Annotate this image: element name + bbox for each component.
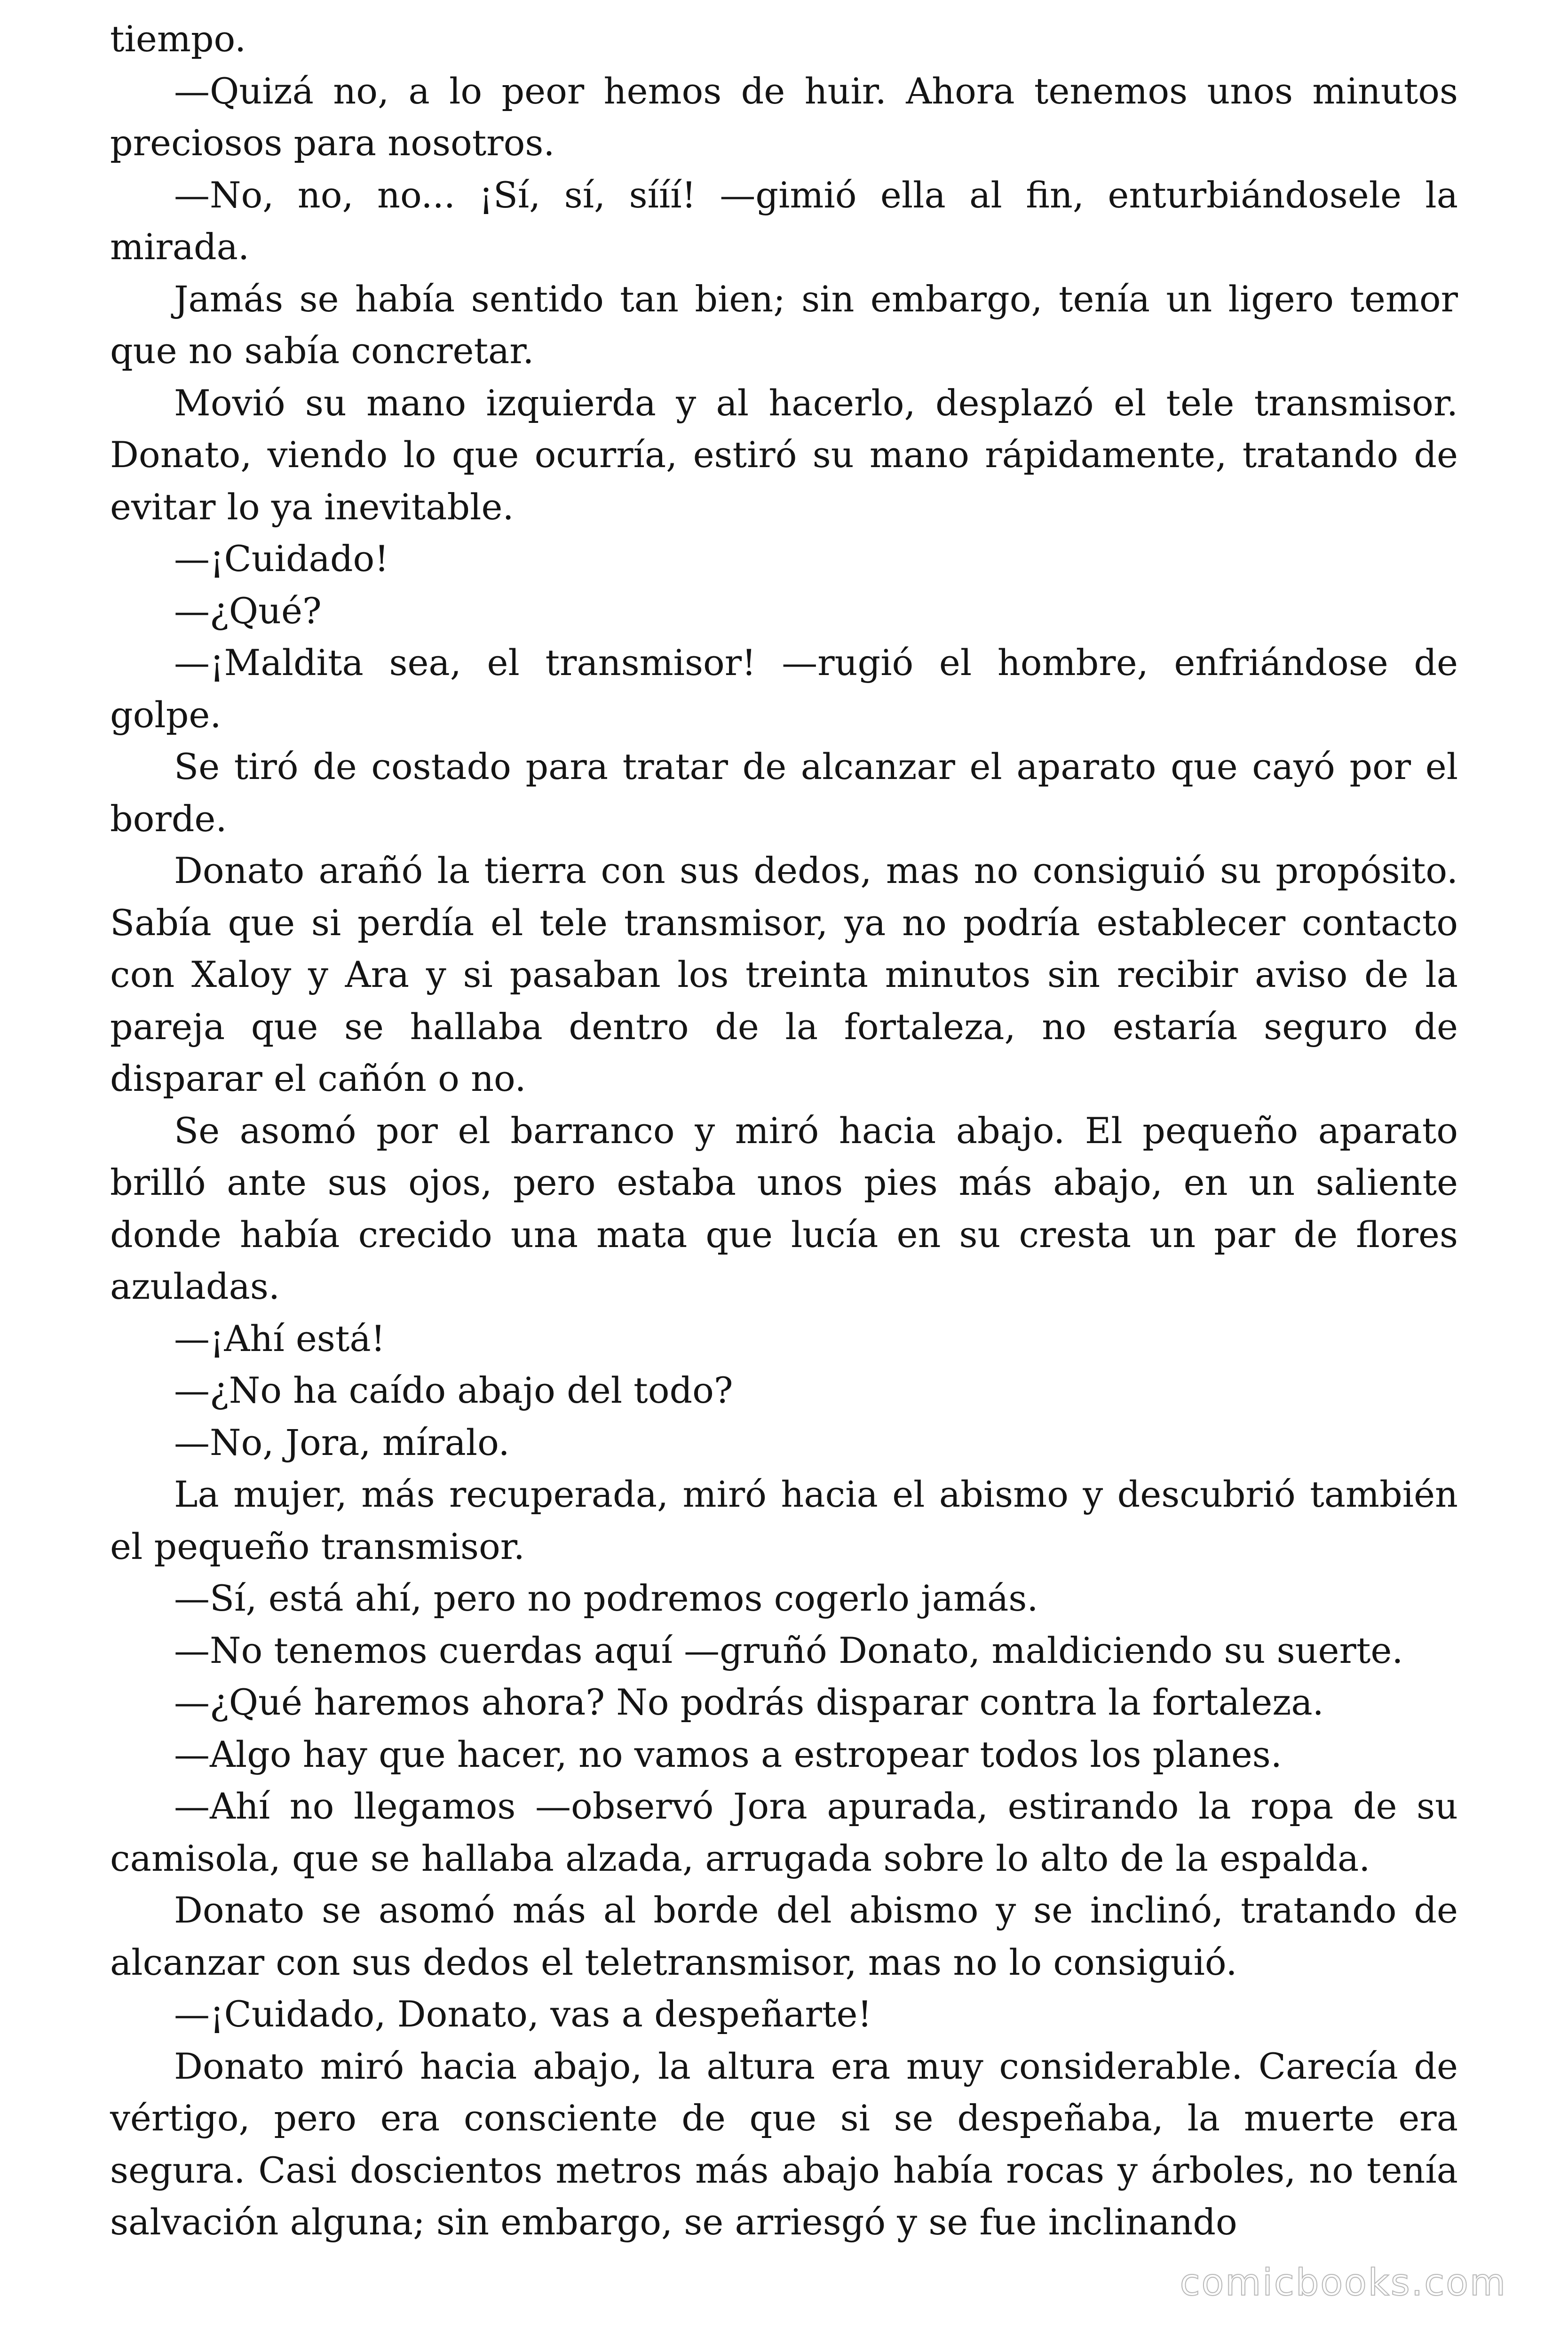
paragraph: Se asomó por el barranco y miró hacia abajo. El pequeño aparato brilló ante sus ojos, pero estaba unos pies más abajo, en un saliente donde había crecido una mata que lucía en su cresta un par de flores azuladas. [110, 1109, 1458, 1307]
paragraph: —No, Jora, míralo. [174, 1421, 510, 1463]
paragraph: La mujer, más recuperada, miró hacia el abismo y descubrió también el pequeño transmisor. [110, 1473, 1458, 1567]
paragraph: —¡Ahí está! [174, 1317, 386, 1359]
paragraph: tiempo. [110, 18, 246, 60]
paragraph: —¿No ha caído abajo del todo? [174, 1369, 733, 1411]
paragraph: Donato se asomó más al borde del abismo y se inclinó, tratando de alcanzar con sus dedos el teletransmisor, mas no lo consiguió. [110, 1889, 1458, 1983]
paragraph: Donato miró hacia abajo, la altura era muy considerable. Carecía de vértigo, pero era consciente de que si se despeñaba, la muerte era segura. Casi doscientos metros más abajo había rocas y árboles, no tenía salvación alguna; sin embargo, se arriesgó y se fue inclinando [110, 2045, 1458, 2243]
paragraph: —Sí, está ahí, pero no podremos cogerlo jamás. [174, 1577, 1038, 1619]
paragraph: —No tenemos cuerdas aquí —gruñó Donato, maldiciendo su suerte. [174, 1629, 1403, 1671]
watermark: comicbooks.com [1180, 2262, 1507, 2304]
paragraph: —Algo hay que hacer, no vamos a estropear todos los planes. [174, 1733, 1282, 1775]
paragraph: —Ahí no llegamos —observó Jora apurada, estirando la ropa de su camisola, que se hallaba alzada, arrugada sobre lo alto de la espalda. [110, 1785, 1458, 1879]
paragraph: Se tiró de costado para tratar de alcanzar el aparato que cayó por el borde. [110, 746, 1458, 840]
paragraph: —¡Cuidado! [174, 538, 389, 580]
paragraph: —No, no, no... ¡Sí, sí, sííí! —gimió ella al fin, enturbiándosele la mirada. [110, 174, 1458, 268]
paragraph: —Quizá no, a lo peor hemos de huir. Ahora tenemos unos minutos preciosos para nosotros. [110, 70, 1458, 164]
paragraph: Jamás se había sentido tan bien; sin embargo, tenía un ligero temor que no sabía concretar. [110, 278, 1458, 372]
paragraph: Donato arañó la tierra con sus dedos, mas no consiguió su propósito. Sabía que si perdía el tele transmisor, ya no podría establecer contacto con Xaloy y Ara y si pasaban los treinta minutos sin recibir aviso de la pareja que se hallaba dentro de la fortaleza, no estaría seguro de disparar el cañón o no. [110, 850, 1458, 1099]
paragraph: —¡Maldita sea, el transmisor! —rugió el hombre, enfriándose de golpe. [110, 642, 1458, 736]
paragraph: —¿Qué haremos ahora? No podrás disparar contra la fortaleza. [174, 1681, 1324, 1723]
paragraph: —¡Cuidado, Donato, vas a despeñarte! [174, 1993, 872, 2035]
paragraph: —¿Qué? [174, 589, 322, 632]
page-text [110, 13, 1458, 2249]
paragraph: Movió su mano izquierda y al hacerlo, desplazó el tele transmisor. Donato, viendo lo que ocurría, estiró su mano rápidamente, tratando de evitar lo ya inevitable. [110, 381, 1458, 528]
